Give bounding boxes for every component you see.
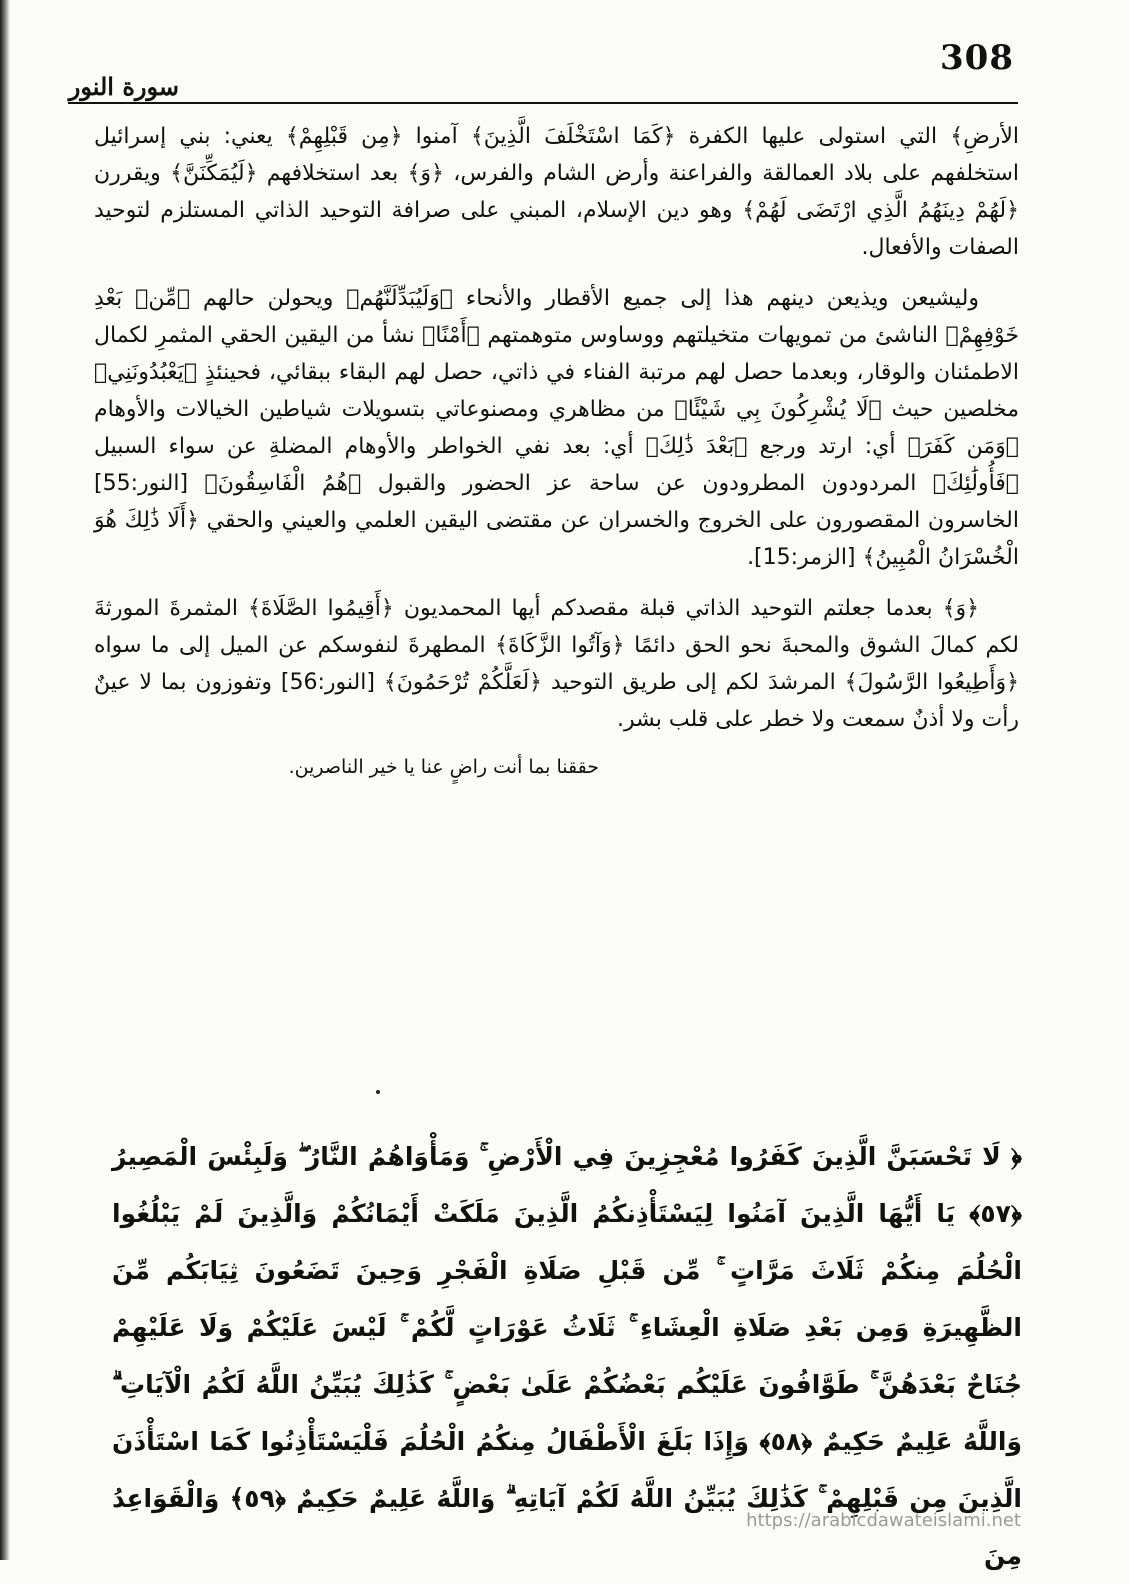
- page-number: 308: [940, 38, 1014, 78]
- commentary-paragraph-1: الأرضِ﴾ التي استولى عليها الكفرة ﴿كَمَا اسْتَخْلَفَ الَّذِينَ﴾ آمنوا ﴿مِن قَبْلِهِمْ﴾ يعني: بني إسرائيل استخلفهم على بلاد العمالقة والفراعنة وأرض الشام والفرس، ﴿وَ﴾ بعد استخلافهم ﴿لَيُمَكِّنَنَّ﴾ ويقررن ﴿لَهُمْ دِينَهُمُ الَّذِي ارْتَضَى لَهُمْ﴾ وهو دين الإسلام، المبني على صرافة التوحيد الذاتي المستلزم لتوحيد الصفات والأفعال.: [94, 124, 1019, 260]
- closing-prayer: حققنا بما أنت راضٍ عنا يا خير الناصرين.: [288, 756, 599, 778]
- surah-name-header: سورة النور: [68, 72, 179, 101]
- scan-edge-shadow: [0, 0, 10, 1560]
- stray-dot-mark: [376, 1090, 380, 1094]
- quran-verses-block: ﴿ لَا تَحْسَبَنَّ الَّذِينَ كَفَرُوا مُعْجِزِينَ فِي الْأَرْضِ ۚ وَمَأْوَاهُمُ النَّارُ ۖ وَلَبِئْسَ الْمَصِيرُ ﴿٥٧﴾ يَا أَيُّهَا الَّذِينَ آمَنُوا لِيَسْتَأْذِنكُمُ الَّذِينَ مَلَكَتْ أَيْمَانُكُمْ وَالَّذِينَ لَمْ يَبْلُغُوا الْحُلُمَ مِنكُمْ ثَلَاثَ مَرَّاتٍ ۚ مِّن قَبْلِ صَلَاةِ الْفَجْرِ وَحِينَ تَضَعُونَ ثِيَابَكُم مِّنَ الظَّهِيرَةِ وَمِن بَعْدِ صَلَاةِ الْعِشَاءِ ۚ ثَلَاثُ عَوْرَاتٍ لَّكُمْ ۚ لَيْسَ عَلَيْكُمْ وَلَا عَلَيْهِمْ جُنَاحٌ بَعْدَهُنَّ ۚ طَوَّافُونَ عَلَيْكُم بَعْضُكُمْ عَلَىٰ بَعْضٍ ۚ كَذَٰلِكَ يُبَيِّنُ اللَّهُ لَكُمُ الْآيَاتِ ۗ وَاللَّهُ عَلِيمٌ حَكِيمٌ ﴿٥٨﴾ وَإِذَا بَلَغَ الْأَطْفَالُ مِنكُمُ الْحُلُمَ فَلْيَسْتَأْذِنُوا كَمَا اسْتَأْذَنَ الَّذِينَ مِن قَبْلِهِمْ ۚ كَذَٰلِكَ يُبَيِّنُ اللَّهُ لَكُمْ آيَاتِهِ ۗ وَاللَّهُ عَلِيمٌ حَكِيمٌ ﴿٥٩﴾ وَالْقَوَاعِدُ مِنَ: [112, 1142, 1022, 1570]
- commentary-body: [94, 118, 1019, 782]
- commentary-paragraph-3: ﴿وَ﴾ بعدما جعلتم التوحيد الذاتي قبلة مقصدكم أيها المحمديون ﴿أَقِيمُوا الصَّلَاةَ﴾ المثمرةَ المورثةَ لكم كمالَ الشوق والمحبةَ نحو الحق دائمًا ﴿وَآتُوا الزَّكَاةَ﴾ المطهرةَ لنفوسكم عن الميل إلى ما سواه ﴿وَأَطِيعُوا الرَّسُولَ﴾ المرشدَ لكم إلى طريق التوحيد ﴿لَعَلَّكُمْ تُرْحَمُونَ﴾ [النور:56] وتفوزون بما لا عينٌ رأت ولا أذنٌ سمعت ولا خطر على قلب بشر.: [94, 596, 1020, 732]
- header-divider: [68, 102, 1018, 104]
- commentary-paragraph-2: وليشيعن ويذيعن دينهم هذا إلى جميع الأقطار والأنحاء ﴿وَلَيُبَدِّلَنَّهُم﴾ ويحولن حالهم ﴿مِّنۢ بَعْدِ خَوْفِهِمْ﴾ الناشئ من تمويهات متخيلتهم ووساوس متوهمتهم ﴿أَمْنًا﴾ نشأ من اليقين الحقي المثمرِ لكمال الاطمئنان والوقار، وبعدما حصل لهم مرتبة الفناء في ذاتي، حصل لهم البقاء ببقائي، فحينئذٍ ﴿يَعْبُدُونَنِي﴾ مخلصين حيث ﴿لَا يُشْرِكُونَ بِي شَيْئًا﴾ من مظاهري ومصنوعاتي بتسويلات شياطين الخيالات والأوهام ﴿وَمَن كَفَرَ﴾ أي: ارتد ورجع ﴿بَعْدَ ذَٰلِكَ﴾ أي: بعد نفي الخواطر والأوهام المضلةِ عن سواء السبيل ﴿فَأُولَٰئِكَ﴾ المردودون المطرودون عن ساحة عز الحضور والقبول ﴿هُمُ الْفَاسِقُونَ﴾ [النور:55] الخاسرون المقصورون على الخروج والخسران عن مقتضى اليقين العلمي والعيني والحقي ﴿أَلَا ذَٰلِكَ هُوَ الْخُسْرَانُ الْمُبِينُ﴾ [الزمر:15].: [94, 286, 1019, 570]
- watermark-url: https://arabicdawateislami.net: [746, 1510, 1021, 1531]
